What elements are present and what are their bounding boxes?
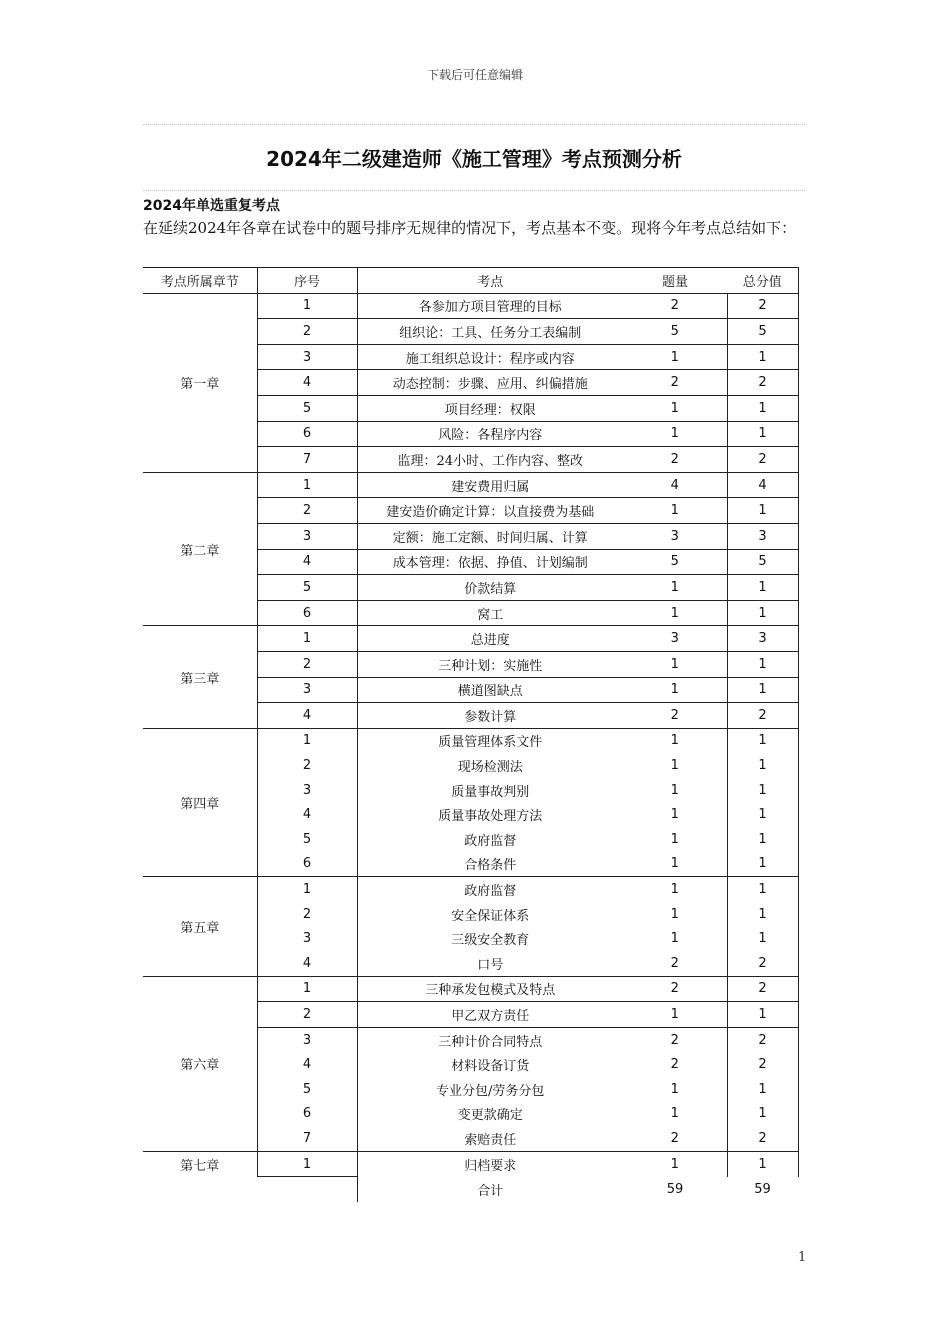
row-count: 1 (670, 931, 679, 947)
row-score: 1 (727, 728, 798, 753)
row-number: 7 (257, 1126, 357, 1151)
row-number: 3 (257, 677, 357, 703)
row-number: 2 (257, 319, 357, 345)
row-number: 1 (257, 728, 357, 753)
row-topic: 安全保证体系 (357, 902, 623, 927)
row-topic: 变更款确定 (357, 1102, 623, 1127)
row-count: 2 (623, 293, 727, 319)
row-number: 2 (257, 651, 357, 677)
header-chapter: 考点所属章节 (143, 268, 257, 294)
row-score: 2 (727, 703, 798, 729)
row-count: 1 (670, 1081, 679, 1097)
total-score: 59 (754, 1181, 771, 1197)
row-score: 1 (727, 902, 798, 927)
row-number: 3 (257, 1027, 357, 1052)
table-row (143, 472, 798, 498)
row-number: 4 (257, 549, 357, 575)
total-row (143, 1177, 798, 1202)
row-topic: 合格条件 (357, 852, 623, 877)
row-score: 1 (727, 926, 798, 951)
row-score: 1 (727, 498, 798, 524)
row-score: 1 (727, 344, 798, 370)
total-empty-chapter (143, 1177, 257, 1202)
row-number: 3 (257, 344, 357, 370)
page-number: 1 (798, 1250, 807, 1265)
total-count: 59 (666, 1181, 684, 1197)
row-count: 4 (623, 472, 727, 498)
total-empty-no (257, 1177, 357, 1202)
row-topic: 三种计划：实施性 (357, 651, 623, 677)
row-count: 1 (670, 807, 679, 823)
row-count: 1 (670, 831, 679, 847)
row-count: 1 (623, 728, 727, 753)
row-score: 2 (727, 293, 798, 319)
row-count: 1 (623, 498, 727, 524)
section-subtitle: 2024年单选重复考点 (143, 198, 280, 214)
row-count: 1 (623, 877, 727, 902)
row-topic: 价款结算 (357, 575, 623, 601)
row-score: 1 (727, 1102, 798, 1127)
row-number: 4 (257, 951, 357, 976)
chapter-cell: 第六章 (143, 976, 257, 1151)
row-number: 5 (257, 827, 357, 852)
row-number: 2 (257, 498, 357, 524)
table-row (143, 976, 798, 1002)
row-score: 1 (727, 753, 798, 778)
row-score: 1 (727, 852, 798, 877)
row-number: 1 (257, 877, 357, 902)
row-topic: 建安造价确定计算：以直接费为基础 (357, 498, 623, 524)
row-number: 5 (257, 395, 357, 421)
row-number: 6 (257, 852, 357, 877)
header-no: 序号 (257, 268, 357, 294)
row-count: 3 (623, 523, 727, 549)
row-count: 2 (623, 1027, 727, 1052)
row-number: 7 (257, 447, 357, 473)
row-count: 1 (623, 677, 727, 703)
row-score: 1 (727, 1077, 798, 1102)
title-divider (143, 190, 805, 191)
row-score: 1 (727, 1151, 798, 1177)
row-topic: 横道图缺点 (357, 677, 623, 703)
chapter-cell: 第四章 (143, 728, 257, 877)
row-number: 2 (257, 753, 357, 778)
header-note: 下载后可任意编辑 (426, 68, 523, 82)
row-topic: 甲乙双方责任 (357, 1002, 623, 1028)
row-number: 1 (257, 293, 357, 319)
row-topic: 窝工 (357, 600, 623, 626)
chapter-cell: 第三章 (143, 626, 257, 728)
row-count: 2 (670, 1057, 679, 1073)
row-count: 1 (623, 651, 727, 677)
row-score: 1 (727, 802, 798, 827)
table-row (143, 877, 798, 902)
row-score: 1 (727, 827, 798, 852)
row-topic: 定额：施工定额、时间归属、计算 (357, 523, 623, 549)
row-score: 2 (727, 370, 798, 396)
row-number: 1 (257, 1151, 357, 1177)
row-count: 1 (670, 906, 679, 922)
header-count: 题量 (623, 268, 727, 294)
row-topic: 三种承发包模式及特点 (357, 976, 623, 1002)
header-topic: 考点 (357, 268, 623, 294)
row-count: 1 (623, 1002, 727, 1028)
row-score: 1 (727, 600, 798, 626)
row-score: 1 (727, 395, 798, 421)
row-number: 1 (257, 472, 357, 498)
row-topic: 专业分包/劳务分包 (357, 1077, 623, 1102)
table-row (143, 728, 798, 753)
row-topic: 质量事故处理方法 (357, 802, 623, 827)
row-count: 1 (670, 758, 679, 774)
row-number: 6 (257, 600, 357, 626)
row-count: 5 (623, 319, 727, 345)
row-topic: 动态控制：步骤、应用、纠偏措施 (357, 370, 623, 396)
row-score: 1 (727, 778, 798, 803)
row-topic: 项目经理：权限 (357, 395, 623, 421)
row-count: 2 (623, 370, 727, 396)
intro-paragraph: 在延续2024年各章在试卷中的题号排序无规律的情况下，考点基本不变。现将今年考点总结如下： (143, 219, 797, 237)
row-score: 1 (727, 1002, 798, 1028)
row-topic: 监理：24小时、工作内容、整改 (357, 447, 623, 473)
row-topic: 政府监督 (357, 827, 623, 852)
row-topic: 政府监督 (357, 877, 623, 902)
row-number: 1 (257, 626, 357, 652)
row-topic: 三级安全教育 (357, 926, 623, 951)
row-count: 1 (670, 1106, 679, 1122)
row-count: 2 (623, 976, 727, 1002)
row-score: 2 (727, 1052, 798, 1077)
row-score: 5 (727, 319, 798, 345)
row-topic: 材料设备订货 (357, 1052, 623, 1077)
row-score: 2 (727, 447, 798, 473)
row-topic: 质量管理体系文件 (357, 728, 623, 753)
row-topic: 施工组织总设计：程序或内容 (357, 344, 623, 370)
row-number: 2 (257, 902, 357, 927)
row-score: 3 (727, 626, 798, 652)
row-number: 5 (257, 1077, 357, 1102)
table-row (143, 626, 798, 652)
row-count: 1 (623, 575, 727, 601)
row-topic: 口号 (357, 951, 623, 976)
row-number: 3 (257, 523, 357, 549)
row-count: 1 (670, 782, 679, 798)
row-count: 2 (623, 703, 727, 729)
row-count: 1 (623, 600, 727, 626)
row-number: 4 (257, 703, 357, 729)
row-count: 1 (623, 344, 727, 370)
row-count: 5 (623, 549, 727, 575)
row-count: 1 (623, 852, 727, 877)
row-topic: 参数计算 (357, 703, 623, 729)
row-count: 2 (623, 1126, 727, 1151)
table-header-row (143, 268, 798, 294)
row-score: 1 (727, 575, 798, 601)
row-topic: 风险：各程序内容 (357, 421, 623, 447)
row-score: 1 (727, 651, 798, 677)
row-score: 2 (727, 1027, 798, 1052)
row-number: 1 (257, 976, 357, 1002)
chapter-cell: 第七章 (143, 1151, 257, 1177)
row-number: 4 (257, 370, 357, 396)
table-row (143, 1151, 798, 1177)
row-count: 3 (623, 626, 727, 652)
row-topic: 组织论：工具、任务分工表编制 (357, 319, 623, 345)
row-score: 1 (727, 421, 798, 447)
row-topic: 建安费用归属 (357, 472, 623, 498)
row-count: 1 (623, 421, 727, 447)
row-number: 2 (257, 1002, 357, 1028)
row-number: 4 (257, 802, 357, 827)
row-topic: 现场检测法 (357, 753, 623, 778)
chapter-cell: 第一章 (143, 293, 257, 472)
row-score: 4 (727, 472, 798, 498)
row-topic: 总进度 (357, 626, 623, 652)
row-topic: 各参加方项目管理的目标 (357, 293, 623, 319)
exam-points-table (143, 267, 799, 1202)
chapter-cell: 第五章 (143, 877, 257, 976)
total-label: 合计 (357, 1177, 623, 1202)
row-number: 4 (257, 1052, 357, 1077)
row-number: 3 (257, 926, 357, 951)
page-title: 2024年二级建造师《施工管理》考点预测分析 (266, 147, 682, 171)
row-number: 3 (257, 778, 357, 803)
row-score: 1 (727, 677, 798, 703)
row-score: 1 (727, 877, 798, 902)
row-topic: 归档要求 (357, 1151, 623, 1177)
row-count: 1 (623, 1151, 727, 1177)
row-topic: 索赔责任 (357, 1126, 623, 1151)
row-number: 6 (257, 1102, 357, 1127)
table-row (143, 293, 798, 319)
row-topic: 质量事故判别 (357, 778, 623, 803)
row-score: 3 (727, 523, 798, 549)
header-divider (143, 124, 805, 125)
row-score: 2 (727, 1126, 798, 1151)
row-topic: 成本管理：依据、挣值、计划编制 (357, 549, 623, 575)
row-number: 6 (257, 421, 357, 447)
header-score: 总分值 (727, 268, 798, 294)
row-count: 2 (623, 447, 727, 473)
row-topic: 三种计价合同特点 (357, 1027, 623, 1052)
row-count: 2 (623, 951, 727, 976)
row-number: 5 (257, 575, 357, 601)
row-count: 1 (623, 395, 727, 421)
row-score: 5 (727, 549, 798, 575)
chapter-cell: 第二章 (143, 472, 257, 626)
row-score: 2 (727, 951, 798, 976)
row-score: 2 (727, 976, 798, 1002)
